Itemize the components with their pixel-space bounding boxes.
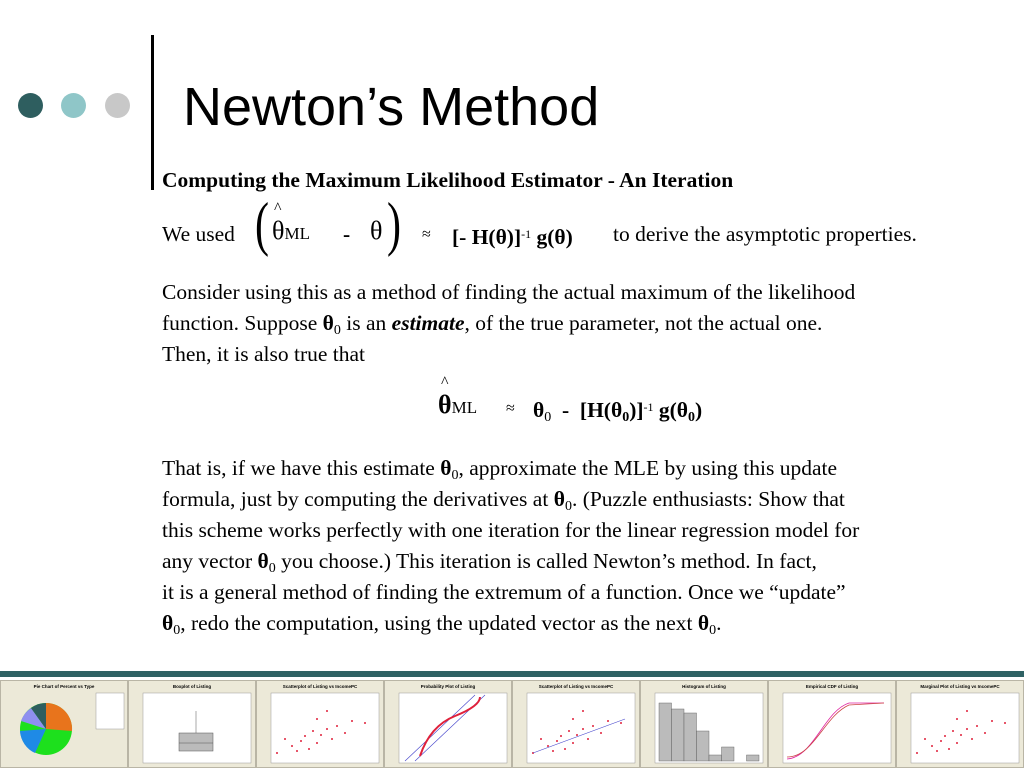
body-line [162,548,817,582]
text-segment: , approximate the MLE by using this update [458,456,838,480]
text-segment: you choose.) This iteration is called Newton’s method. In fact, [275,549,817,573]
eq1-theta: θ [370,216,383,245]
left-paren: ( [254,191,269,257]
thumbnail-title: Marginal Plot of Listing vs IncomePC [920,684,1000,689]
body-line [162,579,846,605]
eq1-prefix: We used [162,222,235,246]
thumbnail-chart [513,681,641,769]
thumbnail-chart [385,681,513,769]
thumbnail-chart [897,681,1024,769]
hat-symbol: ^ [441,374,449,391]
text-segment: . [716,611,722,635]
text-segment: Then, it is also true that [162,342,366,366]
thumbnail-title: Histogram of Listing [682,684,726,689]
thumbnail-chart [129,681,257,769]
section-heading: Computing the Maximum Likelihood Estimator - An Iteration [162,168,734,192]
text-segment: 0 [173,623,181,638]
eq1-theta-ml: θML [272,216,310,245]
thumbnail-marginal[interactable] [896,680,1024,768]
body-line [162,279,855,305]
text-segment: is an [340,311,392,335]
thumbnail-pie[interactable] [0,680,128,768]
thumbnail-scatter[interactable] [256,680,384,768]
text-segment: 0 [268,561,276,576]
eq1-rhs: [- H(θ)]$^{-1}$ g(θ) [452,225,573,249]
thumbnail-title: Probability Plot of Listing [420,684,476,689]
text-segment: function. Suppose [162,311,323,335]
theta-symbol: θ [322,311,334,335]
bullet-dot-light [61,93,86,118]
text-segment: estimate [391,311,465,335]
eq2-approx: ≈ [506,400,515,417]
text-segment: , of the true parameter, not the actual one. [464,311,823,335]
eq2-rhs: $\theta_0 - [H(\theta_0)]^{-1}$ $g(\theta_0)$ [533,398,703,425]
thumbnail-chart [641,681,769,769]
thumbnail-title: Boxplot of Listing [172,684,212,689]
slide-title: Newton’s Method [183,77,600,137]
body-line [162,310,822,344]
body-line [162,610,722,644]
thumbnail-title: Empirical CDF of Listing [805,684,859,689]
text-segment: 0 [564,499,572,514]
theta-symbol: θ [440,456,452,480]
bullet-dot-gray [105,93,130,118]
theta-symbol: θ [257,549,269,573]
thumbnail-chart [769,681,897,769]
thumbnail-hist[interactable] [640,680,768,768]
thumbnail-title: Pie Chart of Percent vs Type [33,684,95,689]
right-paren: ) [386,191,401,257]
title-divider [151,35,154,190]
eq1-approx: ≈ [422,226,431,243]
thumbnail-title: Scatterplot of Listing vs IncomePC [538,684,614,689]
body-line [162,455,837,489]
thumbnail-scatterline[interactable] [512,680,640,768]
theta-symbol: θ [697,611,710,635]
text-segment: 0 [451,468,459,483]
hat-symbol: ^ [274,200,282,217]
text-segment: this scheme works perfectly with one iteration for the linear regression model for [162,518,860,542]
text-segment: . (Puzzle enthusiasts: Show that [571,487,845,511]
body-line [162,341,365,367]
thumbnail-chart [257,681,385,769]
body-line [162,517,859,543]
text-segment: , redo the computation, using the updated vector as the next [180,611,698,635]
thumbnail-chart [1,681,129,769]
thumbnail-prob[interactable] [384,680,512,768]
theta-symbol: θ [553,487,565,511]
body-line [162,486,845,520]
text-segment: That is, if we have this estimate [162,456,441,480]
bullet-dot-dark [18,93,43,118]
theta-symbol: θ [162,611,174,635]
thumbnail-box[interactable] [128,680,256,768]
text-segment: it is a general method of finding the extremum of a function. Once we “update” [162,580,846,604]
thumbnail-cdf[interactable] [768,680,896,768]
text-segment: 0 [333,323,341,338]
thumbnail-title: Scatterplot of Listing vs IncomePC [282,684,358,689]
eq2-theta-ml: θML [438,390,478,419]
footer-bar [0,671,1024,677]
eq1-suffix: to derive the asymptotic properties. [613,222,917,246]
text-segment: Consider using this as a method of finding the actual maximum of the likelihood [162,280,856,304]
eq1-minus: - [343,222,351,246]
text-segment: formula, just by computing the derivatives at [162,487,554,511]
thumbnail-strip [0,680,1024,768]
text-segment: any vector [162,549,258,573]
text-segment: 0 [709,623,717,638]
